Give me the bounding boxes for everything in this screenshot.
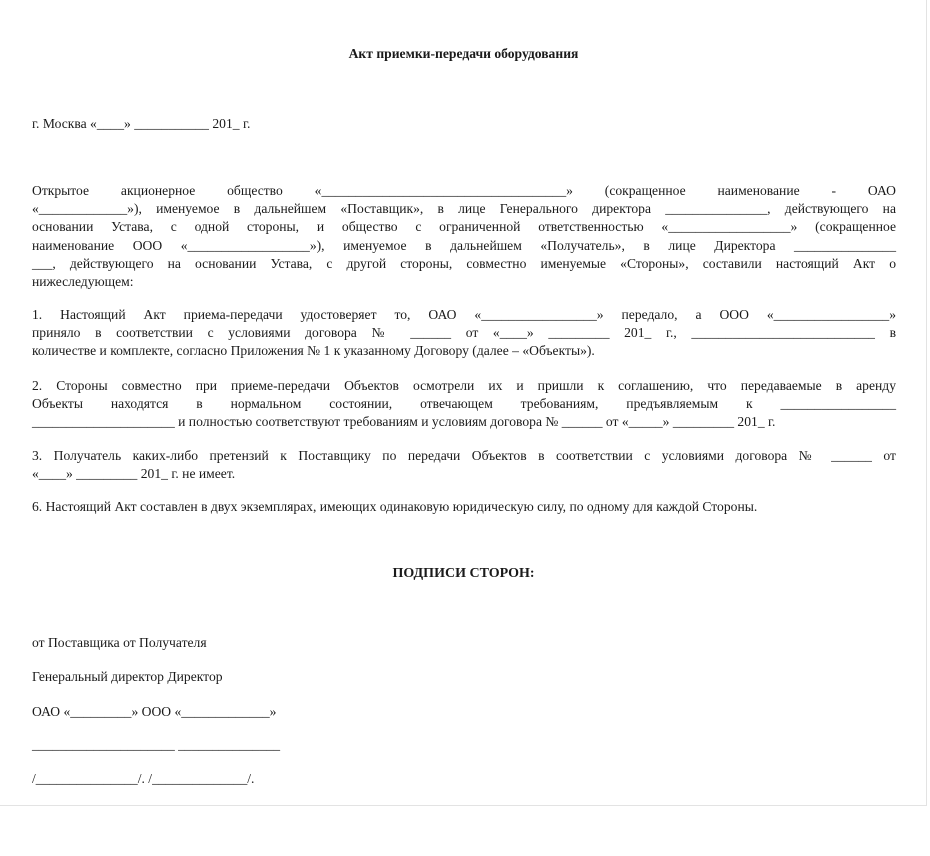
clause-3-line: 3. Получатель каких-либо претензий к Поставщику по передачи Объектов в соответствии с условиями договора № ______ от [32, 448, 896, 463]
clause-6-paragraph: 6. Настоящий Акт составлен в двух экземплярах, имеющих одинаковую юридическую силу, по одному для каждой Стороны. [32, 499, 758, 514]
place-date-line: г. Москва «____» ___________ 201_ г. [32, 116, 251, 131]
clause-3-paragraph [32, 447, 896, 483]
signatures-title: ПОДПИСИ СТОРОН: [392, 566, 535, 581]
clause-2-line: _____________________ и полностью соответствуют требованиям и условиям договора № ______ от «_____» _________ 201_ г. [32, 414, 776, 430]
intro-line: наименование ООО «__________________»), именуемое в дальнейшем «Получатель», в лице Директора _______________ [32, 237, 896, 253]
intro-line: «_____________»), именуемое в дальнейшем «Поставщик», в лице Генерального директора _______________, действующего на [32, 201, 896, 217]
signatures-names-line: /_______________/. /______________/. [32, 771, 255, 786]
clause-1-line: количестве и комплекте, согласно Приложения № 1 к указанному Договору (далее – «Объекты»). [32, 343, 595, 359]
clause-2-paragraph [32, 377, 896, 432]
clause-2-line: 2. Стороны совместно при приеме-передачи Объектов осмотрели их и пришли к соглашению, что передаваемые в аренду [32, 378, 896, 393]
signatures-companies-line: ОАО «_________» ООО «_____________» [32, 704, 277, 719]
signatures-signature-line: _____________________ _______________ [32, 737, 281, 752]
clause-1-line: 1. Настоящий Акт приема-передачи удостоверяет то, ОАО «_________________» передало, а ООО «_________________» [32, 307, 896, 322]
intro-line: ___, действующего на основании Устава, с другой стороны, совместно именуемые «Стороны», составили настоящий Акт о [32, 255, 896, 271]
document-title: Акт приемки-передачи оборудования [348, 46, 579, 61]
clause-1-paragraph [32, 306, 896, 361]
clause-3-line: «____» _________ 201_ г. не имеет. [32, 466, 236, 482]
signatures-positions-line: Генеральный директор Директор [32, 669, 223, 684]
intro-line: нижеследующем: [32, 273, 134, 289]
signatures-from-line: от Поставщика от Получателя [32, 635, 207, 650]
clause-1-line: приняло в соответствии с условиями договора № ______ от «____» _________ 201_ г., ___________________________ в [32, 325, 896, 341]
clause-2-line: Объекты находятся в нормальном состоянии, отвечающем требованиям, предъявляемым к _________________ [32, 396, 896, 412]
intro-paragraph [32, 182, 896, 291]
intro-line: Открытое акционерное общество «____________________________________» (сокращенное наименование - ОАО [32, 183, 896, 198]
intro-line: основании Устава, с одной стороны, и общество с ограниченной ответственностью «__________________» (сокращенное [32, 219, 896, 235]
